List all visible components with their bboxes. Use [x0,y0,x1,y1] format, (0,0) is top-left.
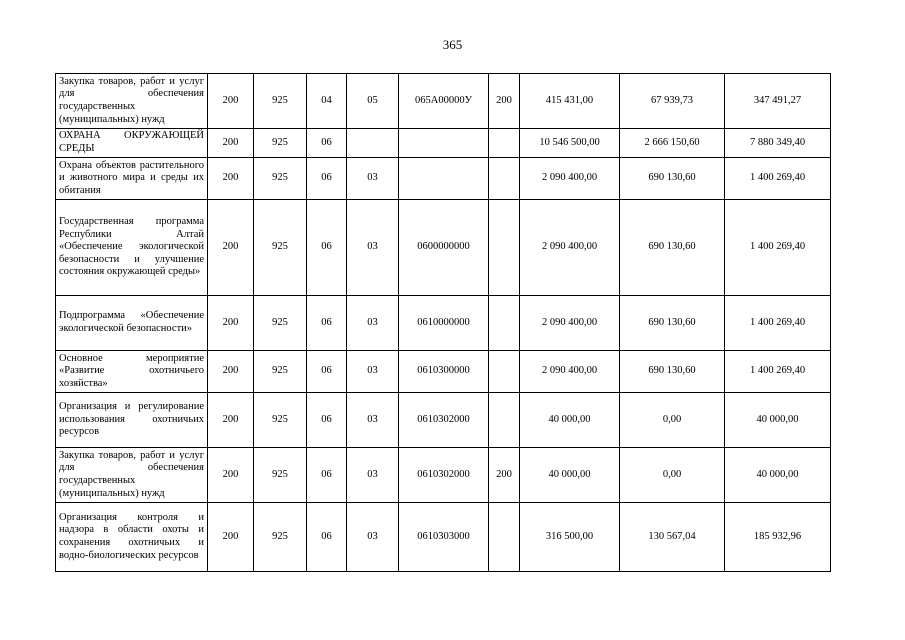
row-name: Организация и регулирование использования охотничьих ресурсов [56,393,208,448]
row-name: Закупка товаров, работ и услуг для обеспечения государственных (муниципальных) нужд [56,74,208,129]
table-row [56,200,831,296]
cell-pr [347,129,399,158]
table-row [56,503,831,572]
cell-pr: 03 [347,200,399,296]
cell-sum-2: 67 939,73 [620,74,725,129]
cell-adm: 200 [208,74,254,129]
cell-sum-2: 2 666 150,60 [620,129,725,158]
cell-sum-1: 2 090 400,00 [520,296,620,351]
cell-grbs: 925 [254,74,307,129]
cell-vr [489,503,520,572]
table-row [56,129,831,158]
table-row [56,296,831,351]
cell-grbs: 925 [254,296,307,351]
cell-sum-1: 2 090 400,00 [520,158,620,200]
cell-rz: 06 [307,448,347,503]
row-name: Организация контроля и надзора в области охоты и сохранения охотничьих и водно-биологических ресурсов [56,503,208,572]
cell-sum-3: 1 400 269,40 [725,158,831,200]
cell-grbs: 925 [254,503,307,572]
cell-rz: 06 [307,296,347,351]
cell-csr: 0610000000 [399,296,489,351]
cell-pr: 03 [347,158,399,200]
cell-csr [399,158,489,200]
cell-adm: 200 [208,296,254,351]
cell-sum-2: 690 130,60 [620,158,725,200]
cell-sum-1: 40 000,00 [520,448,620,503]
cell-sum-3: 185 932,96 [725,503,831,572]
cell-sum-2: 690 130,60 [620,296,725,351]
cell-csr: 0610300000 [399,351,489,393]
cell-sum-1: 415 431,00 [520,74,620,129]
cell-grbs: 925 [254,393,307,448]
cell-rz: 04 [307,74,347,129]
cell-sum-3: 40 000,00 [725,393,831,448]
table-row [56,448,831,503]
cell-grbs: 925 [254,200,307,296]
cell-sum-1: 2 090 400,00 [520,200,620,296]
cell-pr: 03 [347,448,399,503]
cell-pr: 03 [347,351,399,393]
cell-pr: 05 [347,74,399,129]
cell-vr [489,351,520,393]
cell-grbs: 925 [254,158,307,200]
row-name: ОХРАНА ОКРУЖАЮЩЕЙ СРЕДЫ [56,129,208,158]
cell-vr: 200 [489,448,520,503]
cell-adm: 200 [208,200,254,296]
page-number: 365 [442,37,463,52]
cell-rz: 06 [307,393,347,448]
cell-adm: 200 [208,503,254,572]
cell-sum-2: 690 130,60 [620,200,725,296]
cell-sum-1: 10 546 500,00 [520,129,620,158]
cell-grbs: 925 [254,129,307,158]
cell-vr [489,393,520,448]
cell-vr [489,296,520,351]
cell-sum-2: 130 567,04 [620,503,725,572]
table-row [56,74,831,129]
table-row [56,393,831,448]
cell-sum-3: 1 400 269,40 [725,296,831,351]
cell-grbs: 925 [254,448,307,503]
cell-pr: 03 [347,393,399,448]
cell-adm: 200 [208,351,254,393]
budget-table [55,73,831,572]
cell-pr: 03 [347,296,399,351]
cell-csr: 065А00000У [399,74,489,129]
cell-pr: 03 [347,503,399,572]
cell-sum-2: 690 130,60 [620,351,725,393]
cell-rz: 06 [307,200,347,296]
cell-adm: 200 [208,448,254,503]
cell-sum-1: 40 000,00 [520,393,620,448]
cell-sum-3: 347 491,27 [725,74,831,129]
cell-sum-3: 40 000,00 [725,448,831,503]
cell-sum-3: 1 400 269,40 [725,200,831,296]
cell-adm: 200 [208,393,254,448]
cell-sum-2: 0,00 [620,448,725,503]
row-name: Охрана объектов растительного и животного мира и среды их обитания [56,158,208,200]
cell-rz: 06 [307,129,347,158]
cell-csr: 0600000000 [399,200,489,296]
row-name: Основное мероприятие «Развитие охотничьего хозяйства» [56,351,208,393]
table-row [56,351,831,393]
row-name: Закупка товаров, работ и услуг для обеспечения государственных (муниципальных) нужд [56,448,208,503]
row-name: Государственная программа Республики Алтай «Обеспечение экологической безопасности и улучшение состояния окружающей среды» [56,200,208,296]
cell-vr: 200 [489,74,520,129]
row-name: Подпрограмма «Обеспечение экологической безопасности» [56,296,208,351]
cell-rz: 06 [307,503,347,572]
cell-rz: 06 [307,351,347,393]
cell-csr: 0610302000 [399,393,489,448]
cell-csr: 0610302000 [399,448,489,503]
table-row [56,158,831,200]
cell-vr [489,158,520,200]
cell-rz: 06 [307,158,347,200]
cell-grbs: 925 [254,351,307,393]
cell-adm: 200 [208,129,254,158]
cell-csr: 0610303000 [399,503,489,572]
cell-sum-3: 7 880 349,40 [725,129,831,158]
cell-sum-1: 316 500,00 [520,503,620,572]
cell-sum-1: 2 090 400,00 [520,351,620,393]
cell-adm: 200 [208,158,254,200]
cell-sum-2: 0,00 [620,393,725,448]
cell-sum-3: 1 400 269,40 [725,351,831,393]
cell-vr [489,200,520,296]
cell-csr [399,129,489,158]
cell-vr [489,129,520,158]
